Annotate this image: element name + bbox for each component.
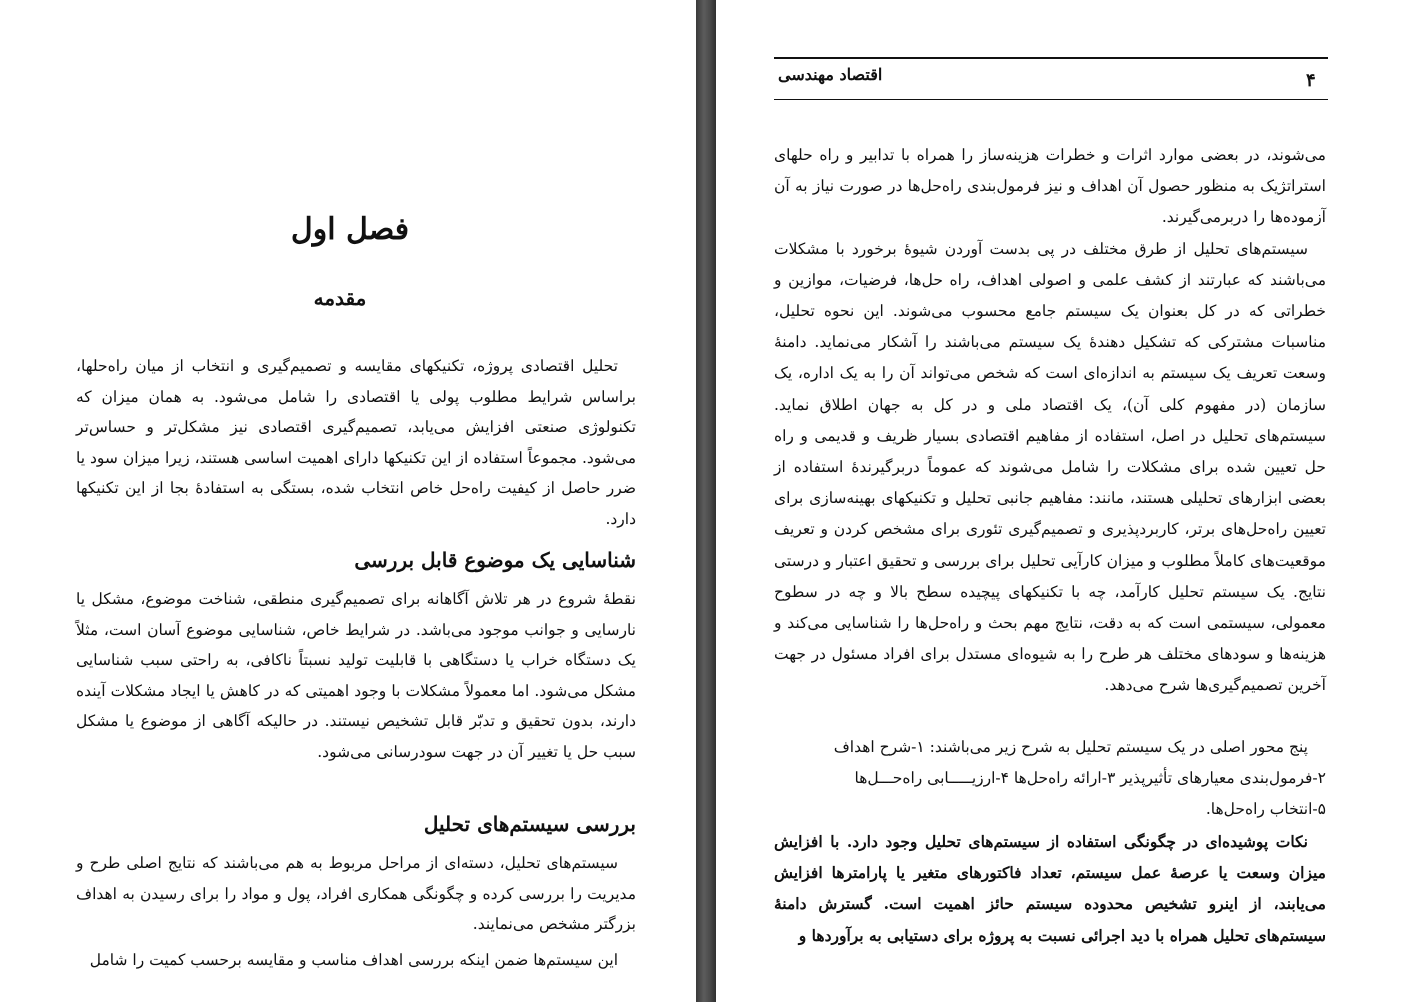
page-number: ۴ — [1306, 70, 1316, 91]
right-page — [716, 0, 1404, 1002]
header-rule-bottom — [774, 99, 1328, 100]
right-paragraph-4-text: نکات پوشیده‌ای در چگونگی استفاده از سیستم‌های تحلیل وجود دارد. با افزایش میزان وسعت یا عرصهٔ عمل سیستم، تعداد فاکتورهای متغیر یا پارامترها افزایش می‌یابند، از اینرو تشخیص محدوده سیستم حائز اهمیت است. گسترش دامنهٔ سیستم‌های تحلیل همراه با دید اجرائی نسبت به پروژه برای دستیابی به برآوردها و — [774, 832, 1326, 945]
right-paragraph-4 — [774, 826, 1326, 951]
left-page — [0, 0, 696, 1002]
running-header-title: اقتصاد مهندسی — [778, 65, 883, 84]
section2-paragraph-continued — [76, 945, 636, 976]
book-spine-gutter — [696, 0, 716, 1002]
section2-paragraph-text: سیستم‌های تحلیل، دسته‌ای از مراحل مربوط به هم می‌باشند که نتایج اصلی طرح و مدیریت را بررسی کرده و چگونگی همکاری افراد، پول و مواد را برای رسیدن به اهداف بزرگتر مشخص می‌نمایند. — [76, 854, 636, 933]
section-heading-analysis-systems: بررسی سیستم‌های تحلیل — [423, 812, 636, 836]
intro-paragraph-text: تحلیل اقتصادی پروژه، تکنیکهای مقایسه و تصمیم‌گیری و انتخاب از میان راه‌حلها، براساس شرایط مطلوب پولی یا اقتصادی را شامل می‌شود. به همان میزان که تکنولوژی صنعتی افزایش می‌یابد، تصمیم‌گیری اقتصادی نیز مشکل‌تر و حساس‌تر می‌شود. مجموعاً استفاده از این تکنیکها دارای اهمیت اساسی هستند، زیرا میزان سود یا ضرر حاصل از کیفیت راه‌حل خاص انتخاب شده، بستگی به استفادهٔ بجا از این تکنیکها دارد. — [76, 357, 636, 528]
section2-paragraph-b-text: این سیستم‌ها ضمن اینکه بررسی اهداف مناسب و مقایسه برحسب کمیت را شامل — [89, 951, 618, 969]
header-rule-top — [774, 57, 1328, 59]
intro-paragraph — [76, 351, 636, 534]
chapter-title: فصل اول — [290, 212, 410, 247]
right-paragraph-2: سیستم‌های تحلیل از طرق مختلف در پی بدست آوردن شیوهٔ برخورد با مشکلات می‌باشند که عبارتند از کشف علمی و اصولی اهداف، راه حل‌ها، فرضیات، موازین و خطراتی که در کل بعنوان یک سیستم جامع محسوب می‌شوند. این نحوه تحلیل، مناسبات مشترکی که تشکیل دهندهٔ یک سیستم می‌باشند را آشکار می‌نماید. دامنهٔ وسعت تعریف یک سیستم به اندازه‌ای است که شخص می‌تواند آن را به یک اداره، یک سازمان (در مفهوم کلی آن)، یک اقتصاد ملی و در کل به جهان اطلاق نماید. سیستم‌های تحلیل در اصل، استفاده از مفاهیم اقتصادی بسیار ظریف و قدیمی و راه حل تعیین شده برای مشکلات را شامل می‌شوند که عموماً دربرگیرندهٔ استفاده از بعضی ابزارهای تحلیلی هستند، مانند: مفاهیم جانبی تحلیل و تکنیکهای بهینه‌سازی برای تعیین راه‌حل‌های برتر، کاربردپذیری و تصمیم‌گیری تئوری برای مشخص کردن و تعریف موقعیت‌های کاملاً مطلوب و میزان کارآیی تحلیل برای بررسی و تحقیق اعتبار و درستی نتایج. یک سیستم تحلیل کارآمد، چه با تکنیکهای پیچیده سطح بالا و چه در سطوح معمولی، سیستمی است که به دقت، نتایج مهم بحث و راه‌حل‌ها را شناسایی می‌کند و هزینه‌ها و سودهای مختلف هر طرح را به شیوه‌ای مستدل برای افراد مسئول در جهت آخرین تصمیم‌گیری‌ها شرح می‌دهد. — [774, 239, 1327, 695]
five-axes-line-1: پنج محور اصلی در یک سیستم تحلیل به شرح زیر می‌باشند: ۱-شرح اهداف — [833, 738, 1308, 756]
intro-title: مقدمه — [313, 286, 367, 310]
five-axes-list — [774, 732, 1326, 826]
right-paragraphs — [774, 140, 1326, 702]
five-axes-line-2: ۲-فرمول‌بندی معیارهای تأثیرپذیر ۳-ارائه راه‌حل‌ها ۴-ارزیـــــابی راه‌حـــل‌ها — [854, 769, 1326, 788]
section2-paragraph — [76, 848, 636, 940]
right-paragraph-1: می‌شوند، در بعضی موارد اثرات و خطرات هزینه‌ساز را همراه با تدابیر و راه حلهای استراتژیک به منظور حصول آن اهداف و نیز فرمول‌بندی راه‌حل‌ها در صورت نیاز به آن آزموده‌ها را دربرمی‌گیرند. — [774, 146, 1326, 227]
five-axes-line-3: ۵-انتخاب راه‌حل‌ها. — [1205, 800, 1326, 819]
section1-paragraph — [76, 584, 636, 767]
section1-paragraph-text: نقطهٔ شروع در هر تلاش آگاهانه برای تصمیم‌گیری منطقی، شناخت موضوع، مشکل یا نارسایی و جوانب موجود می‌باشد. در شرایط خاص، شناسایی موضوع آسان است، مثلاً یک دستگاه خراب یا دستگاهی با قابلیت تولید نسبتاً ناکافی، به راحتی سبب شناسایی مشکل می‌شود. اما معمولاً مشکلات با وجود اهمیتی که در کاهش یا ایجاد مشکلات آینده دارند، بدون تحقیق و تدبّر قابل تشخیص نیستند. در حالیکه آگاهی از موضوع یا مشکل سبب حل یا تغییر آن در جهت سودرسانی می‌شود. — [76, 590, 636, 761]
section-heading-identify-topic: شناسایی یک موضوع قابل بررسی — [354, 548, 636, 572]
